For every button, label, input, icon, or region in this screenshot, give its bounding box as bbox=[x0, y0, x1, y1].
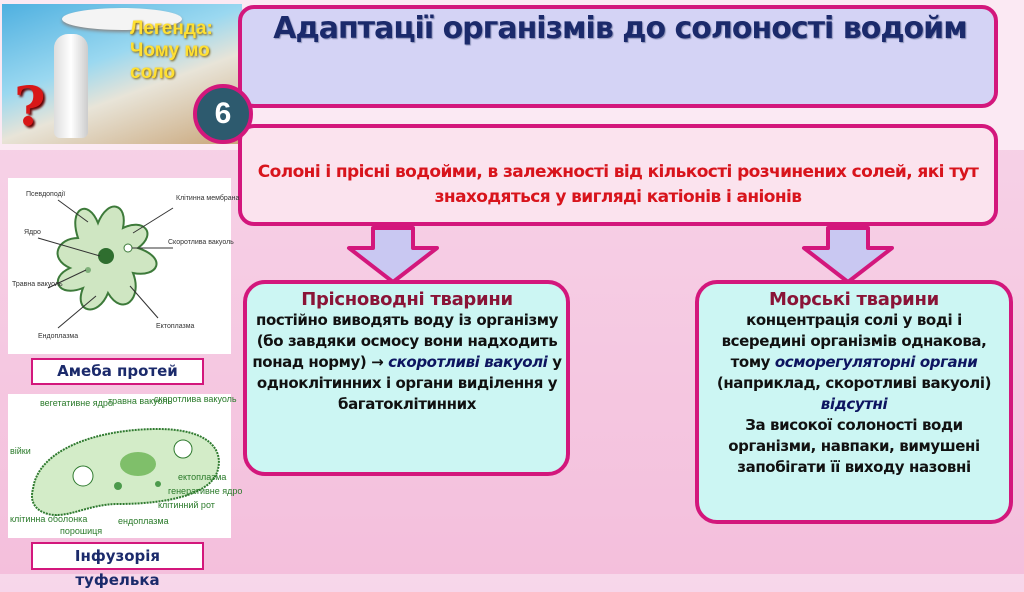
paramecium-diagram bbox=[8, 394, 243, 538]
pointer-line bbox=[58, 296, 96, 328]
person-figure bbox=[54, 34, 88, 138]
slide-title: Адаптації організмів до солоності водойм bbox=[273, 11, 967, 46]
paramecium-illustration bbox=[8, 394, 243, 538]
marine-text-2: (наприклад, скоротливі вакуолі) bbox=[716, 374, 992, 392]
label-digestive: травна вакуоль bbox=[108, 396, 173, 406]
paramecium-food-vacuole bbox=[114, 482, 122, 490]
arrow-down-right-icon bbox=[800, 226, 896, 284]
label-endoplasm: ендоплазма bbox=[118, 516, 169, 526]
marine-text-3: За високої солоності води організми, навпаки, вимушені запобігати її виходу назовні bbox=[728, 416, 980, 476]
freshwater-text-1: постійно виводять воду із організму (бо завдяки осмосу вони надходить понад норму) → bbox=[252, 311, 558, 371]
paramecium-contractile-vacuole-left bbox=[73, 466, 93, 486]
amoeba-illustration bbox=[8, 178, 240, 354]
label-membrane: клітинна оболонка bbox=[10, 514, 88, 524]
label-cilia: війки bbox=[10, 446, 31, 456]
freshwater-card-text bbox=[252, 289, 562, 415]
label-nucleus: Ядро bbox=[24, 229, 41, 236]
label-pore: порошиця bbox=[60, 526, 103, 536]
amoeba-caption: Амеба протей bbox=[31, 358, 204, 385]
label-contractile: Скоротлива вакуоль bbox=[168, 239, 234, 246]
label-ectoplasm: ектоплазма bbox=[178, 472, 227, 482]
marine-italic-1: осморегуляторні органи bbox=[774, 353, 978, 371]
paramecium-caption: Інфузорія туфелька bbox=[31, 542, 204, 570]
pointer-line bbox=[130, 286, 158, 318]
freshwater-heading: Прісноводні тварини bbox=[301, 289, 513, 310]
slide-number-badge: 6 bbox=[193, 84, 253, 144]
label-vegetative: вегетативне ядро bbox=[40, 398, 113, 408]
marine-card-text bbox=[706, 289, 1002, 478]
label-generative: генеративне ядро bbox=[168, 486, 243, 496]
marine-heading: Морські тварини bbox=[769, 289, 939, 310]
freshwater-text-2: у одноклітинних і органи виділення у багатоклітинних bbox=[256, 353, 562, 413]
pointer-line bbox=[133, 208, 173, 233]
legend-text: Легенда: Чому мо соло bbox=[130, 18, 213, 83]
paramecium-contractile-vacuole-right bbox=[174, 440, 192, 458]
label-ectoplasm: Ектоплазма bbox=[156, 323, 195, 330]
paramecium-micronucleus bbox=[155, 481, 161, 487]
label-mouth: клітинний рот bbox=[158, 500, 215, 510]
amoeba-nucleus bbox=[98, 248, 114, 264]
arrow-down-left-icon bbox=[345, 226, 441, 284]
question-mark-icon: ? bbox=[14, 74, 46, 138]
label-pseudopod: Псевдоподії bbox=[26, 191, 66, 198]
paramecium-macronucleus bbox=[120, 452, 156, 476]
marine-text-1: концентрація солі у воді і всередині організмів однакова, тому bbox=[721, 311, 987, 371]
label-digestive: Травна вакуоль bbox=[12, 281, 63, 288]
definition-text: Солоні і прісні водойми, в залежності від кількості розчинених солей, які тут знаходяться у вигляді катіонів і аніонів bbox=[257, 162, 979, 207]
freshwater-italic-1: скоротливі вакуолі bbox=[388, 353, 548, 371]
amoeba-diagram bbox=[8, 178, 240, 354]
label-endoplasm: Ендоплазма bbox=[38, 333, 79, 340]
label-membrane: Клітинна мембрана bbox=[176, 195, 240, 202]
amoeba-contractile-vacuole bbox=[124, 244, 132, 252]
label-contractile: скоротлива вакуоль bbox=[154, 394, 237, 404]
marine-italic-2: відсутні bbox=[820, 395, 888, 413]
